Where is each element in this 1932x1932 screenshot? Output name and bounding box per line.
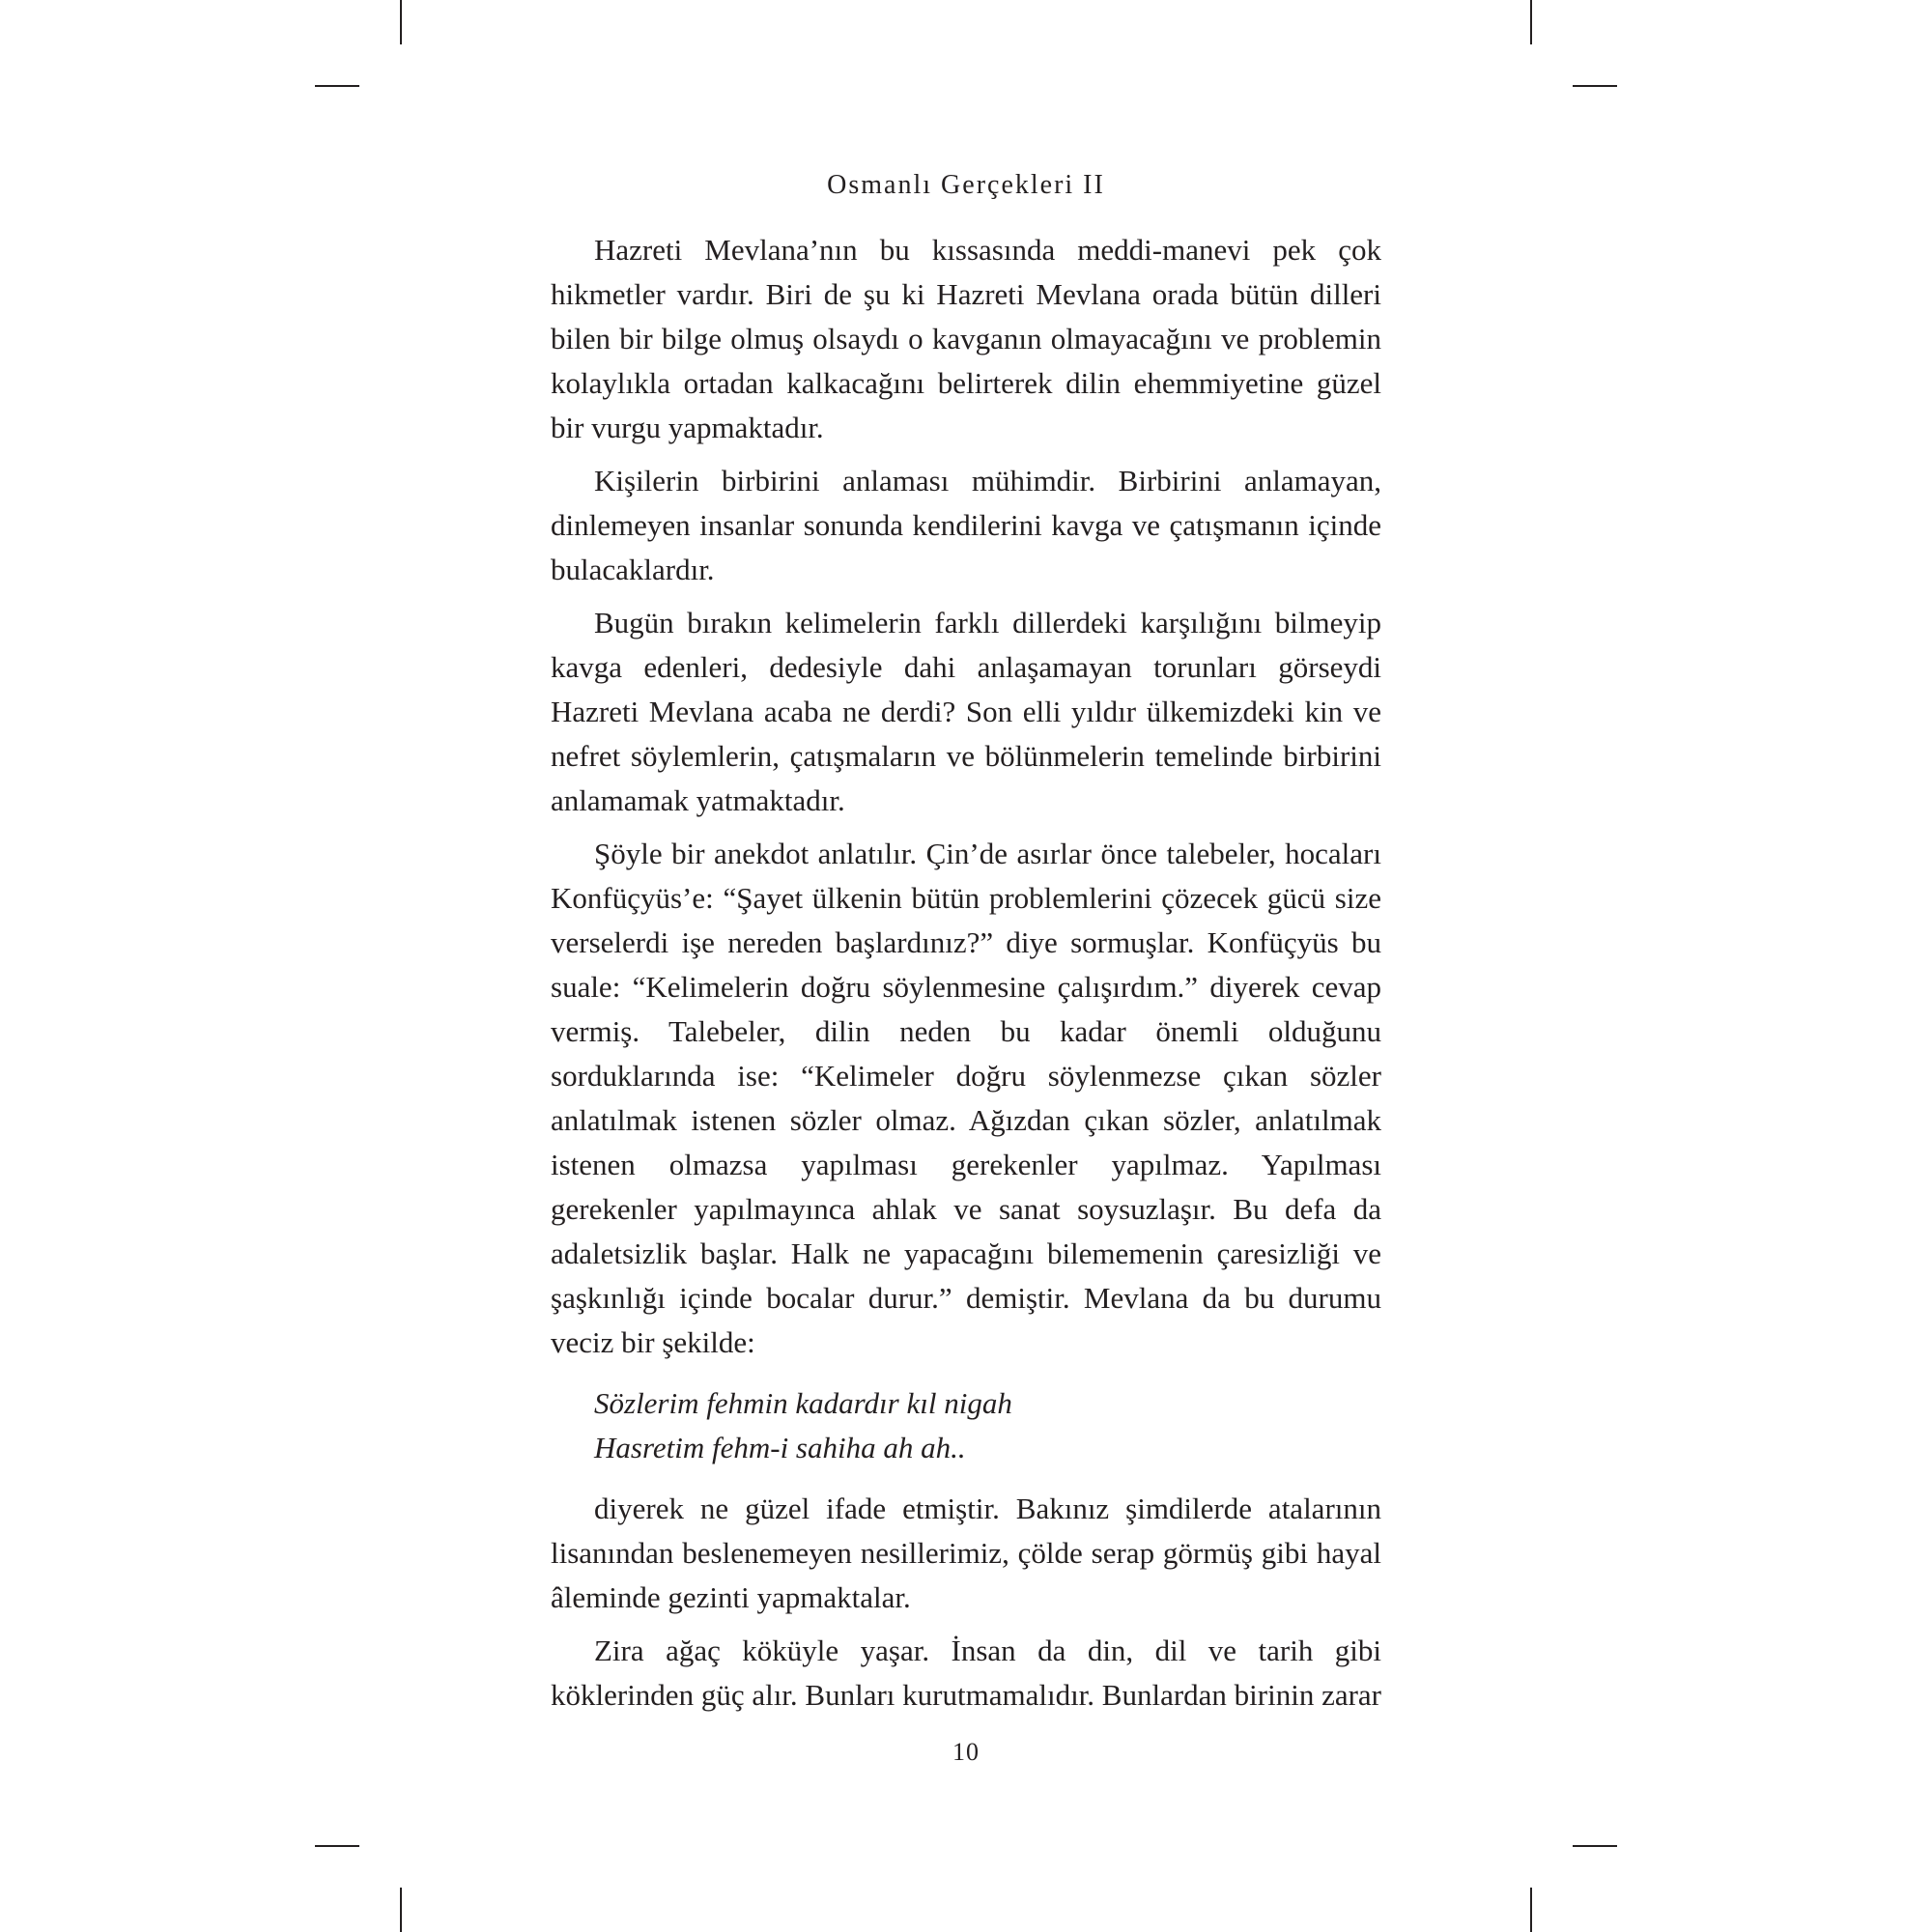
paragraph: Hazreti Mevlana’nın bu kıssasında meddi-manevi pek çok hikmetler vardır. Biri de şu ki Hazreti Mevlana orada bütün dilleri bilen bir bilge olmuş olsaydı o kavganın olmayacağını ve problemin kolaylıkla ortadan kalkacağını belirterek dilin ehemmiyetine güzel bir vurgu yapmaktadır. <box>551 233 1381 444</box>
crop-mark-top-right-horizontal <box>1573 85 1617 87</box>
paragraph: Bugün bırakın kelimelerin farklı dillerdeki karşılığını bilmeyip kavga edenleri, dedesiyle dahi anlaşamayan torunları görseydi Hazreti Mevlana acaba ne derdi? Son elli yıldır ülkemizdeki kin ve nefret söylemlerin, çatışmaların ve bölünmelerin temelinde birbirini anlamamak yatmaktadır. <box>551 606 1381 817</box>
paragraph: diyerek ne güzel ifade etmiştir. Bakınız şimdilerde atalarının lisanından beslenemeyen nesillerimiz, çölde serap görmüş gibi hayal âleminde gezinti yapmaktalar. <box>551 1492 1381 1614</box>
crop-mark-bottom-left-horizontal <box>315 1845 359 1847</box>
crop-mark-bottom-left <box>400 1888 402 1932</box>
verse-quote <box>551 1381 1381 1470</box>
paragraph: Kişilerin birbirini anlaması mühimdir. Birbirini anlamayan, dinlemeyen insanlar sonunda kendilerini kavga ve çatışmanın içinde bulacaklardır. <box>551 464 1381 586</box>
crop-mark-bottom-right <box>1530 1888 1532 1932</box>
verse-line: Sözlerim fehmin kadardır kıl nigah <box>594 1386 1012 1420</box>
verse-line: Hasretim fehm-i sahiha ah ah.. <box>594 1431 966 1464</box>
paragraph: Zira ağaç köküyle yaşar. İnsan da din, dil ve tarih gibi köklerinden güç alır. Bunları kurutmamalıdır. Bunlardan birinin zarar <box>551 1634 1382 1712</box>
crop-mark-top-left-horizontal <box>315 85 359 87</box>
crop-mark-top-left <box>400 0 402 44</box>
page-body <box>551 228 1381 1718</box>
paragraph: Şöyle bir anekdot anlatılır. Çin’de asırlar önce talebeler, hocaları Konfüçyüs’e: “Şayet ülkenin bütün problemlerini çözecek gücü size verselerdi işe nereden başlardınız?” diye sormuşlar. Konfüçyüs bu suale: “Kelimelerin doğru söylenmesine çalışırdım.” diyerek cevap vermiş. Talebeler, dilin neden bu kadar önemli olduğunu sorduklarında ise: “Kelimeler doğru söylenmezse çıkan sözler anlatılmak istenen sözler olmaz. Ağızdan çıkan sözler, anlatılmak istenen olmazsa yapılması gerekenler yapılmaz. Yapılması gerekenler yapılmayınca ahlak ve sanat soysuzlaşır. Bu defa da adaletsizlik başlar. Halk ne yapacağını bilememenin çaresizliği ve şaşkınlığı içinde bocalar durur.” demiştir. Mevlana da bu durumu veciz bir şekilde: <box>551 837 1381 1359</box>
running-title: Osmanlı Gerçekleri II <box>827 170 1105 200</box>
crop-mark-top-right <box>1530 0 1532 44</box>
crop-mark-bottom-right-horizontal <box>1573 1845 1617 1847</box>
page-number: 10 <box>952 1738 980 1766</box>
